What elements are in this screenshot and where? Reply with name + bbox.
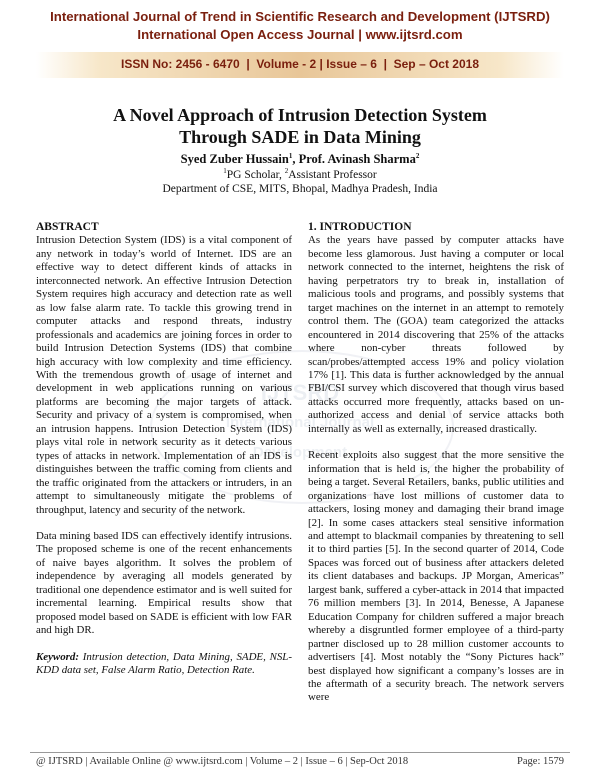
abstract-paragraph-2: Data mining based IDS can effectively identify intrusions. The proposed scheme is one of the recent enhancements of naive bayes algorithm. It solves the problem of independence by averaging all models generated by traditional one dependence estimator and is well suited for incremental learning. Empirical results show that proposed model based on SADE is efficient with low FAR and high DR.	[36, 529, 292, 637]
paper-title-line-2: Through SADE in Data Mining	[179, 127, 421, 147]
journal-title: International Journal of Trend in Scientific Research and Development (IJTSRD)	[50, 9, 550, 24]
introduction-paragraph-1: As the years have passed by computer attacks have become less glamorous. Just having a computer or local network connected to the internet, heightens the risk of having perpetrators try to break in, installation of malicious tools and programs, and possibly systems that target machines on the internet in an attempt to remotely control them. The (GOA) team categorized the attacks encountered in 2014 discovering that 25% of the attacks where non-cyber threats followed by scan/probes/attempted access 19% and policy violation 17% [1]. This data is further acknowledged by the annual FBI/CSI survey which discovered that though virus based attacks occurred more frequently, attacks based on un-authorized access and denial of service attacks both internally as well as externally, increased drastically.	[308, 234, 564, 435]
abstract-heading: ABSTRACT	[36, 221, 99, 233]
issn-line: ISSN No: 2456 - 6470 | Volume - 2 | Issue – 6 | Sep – Oct 2018	[120, 57, 479, 71]
abstract-paragraph-1: Intrusion Detection System (IDS) is a vital component of any network in today’s world of Internet. IDS are an effective way to detect different kinds of attacks in interconnected network. An effective Intrusion Detection System requires high accuracy and detection rate as well as low false alarm rate. To tackle this growing trend in computer attacks and respond threats, industry professionals and academics are joining forces in order to build Intrusion Detection Systems (IDS) that combine high accuracy with low complexity and time efficiency. With the tremendous growth of usage of internet and development in web applications running on various platforms are becoming the major targets of attack. Security and privacy of a system is compromised, when an intrusion happens. Intrusion Detection System (IDS) plays vital role in network security as it detects various types of attacks in network. Implementation of an IDS is distinguishes between the traffic coming from clients and the traffic originated from the attackers or intruders, in an attempt to simultaneously mitigate the problems of throughput, latency and security of the network.	[36, 234, 292, 516]
author-2-sup: 2	[415, 151, 420, 160]
paper-title	[0, 104, 600, 148]
author-line	[0, 152, 600, 167]
keywords	[36, 651, 292, 678]
footer-left: @ IJTSRD | Available Online @ www.ijtsrd.com | Volume – 2 | Issue – 6 | Sep-Oct 2018	[36, 756, 409, 767]
keywords-label: Keyword:	[36, 650, 79, 663]
introduction-heading: 1. INTRODUCTION	[308, 221, 412, 233]
page-number: Page: 1579	[517, 756, 564, 767]
author-2: Prof. Avinash Sharma	[298, 152, 416, 166]
author-separator: ,	[292, 152, 299, 166]
role-1-sup: 1	[223, 167, 227, 176]
affiliation	[0, 168, 600, 196]
introduction-paragraph-2: Recent exploits also suggest that the more sensitive the information that is held is, the higher the probability of being a target. Several Retailers, banks, public utilities and organizations have lost millions of customer data to attackers, losing money and damaging their brand image [2]. In some cases attackers steal sensitive information and attempt to blackmail companies by threatening to sell it to third parties [5]. In the second quarter of 2014, Code Spaces was forced out of business after attackers deleted its client databases and backups. JP Morgan, Americas” largest bank, suffered a cyber-attack in 2014 that impacted 76 million members [3]. In 2014, Benesse, A Japanese Education Company for children suffered a major breach whereby a disgruntled former employee of a third-party partner disclosed up to 28 million customer accounts to advertisers [4]. Most notably the “Sony Pictures hack” best displayed how significant a company’s losses are in the aftermath of a security breach. The network servers were	[308, 449, 564, 704]
department: Department of CSE, MITS, Bhopal, Madhya Pradesh, India	[162, 183, 438, 195]
watermark-text-2: International Journal	[225, 414, 375, 431]
author-1: Syed Zuber Hussain	[180, 152, 289, 166]
role-2: Assistant Professor	[288, 169, 377, 181]
right-column	[308, 221, 564, 718]
watermark-text-3: Development	[252, 444, 348, 461]
role-1: PG Scholar,	[226, 169, 285, 181]
watermark-text-1: IJTSRD	[260, 380, 340, 405]
keywords-text: Intrusion detection, Data Mining, SADE, NSL-KDD data set, False Alarm Ratio, Detection Rate.	[36, 650, 292, 677]
role-2-sup: 2	[284, 167, 289, 176]
author-1-sup: 1	[288, 151, 293, 160]
paper-title-line-1: A Novel Approach of Intrusion Detection System	[113, 105, 487, 125]
left-column	[36, 221, 292, 691]
journal-header	[0, 8, 600, 44]
journal-subtitle: International Open Access Journal | www.ijtsrd.com	[137, 27, 463, 42]
footer-rule	[30, 752, 570, 753]
author-roles	[0, 168, 600, 182]
